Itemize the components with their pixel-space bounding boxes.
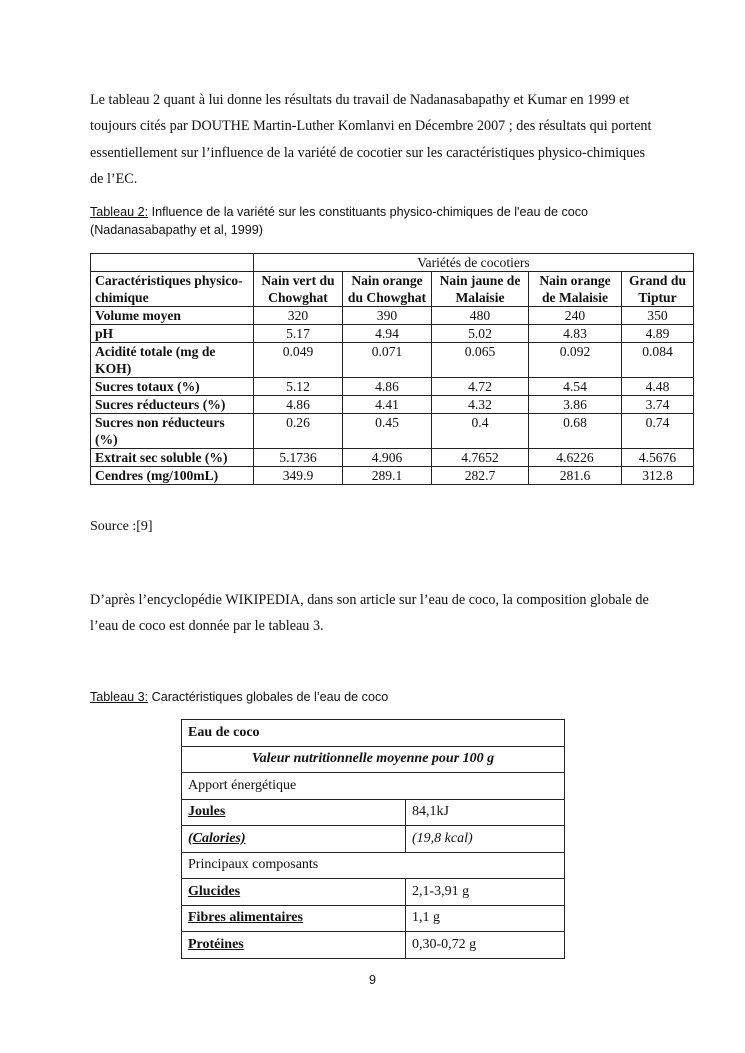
table3 (181, 719, 565, 959)
cell-value: 281.6 (529, 467, 622, 485)
table2-caption-text: Influence de la variété sur les constituants physico-chimiques de l'eau de coco (Nadanasabapathy et al, 1999) (90, 205, 589, 237)
cell-value: 390 (343, 307, 432, 325)
cell-value: 0.68 (529, 414, 622, 449)
component-label: Glucides (182, 879, 406, 906)
cell-value: 0.071 (343, 343, 432, 378)
cell-value: 4.94 (343, 325, 432, 343)
component-value: 0,30-0,72 g (406, 932, 565, 959)
table3-subtitle: Valeur nutritionnelle moyenne pour 100 g (182, 746, 565, 773)
cell-value: 4.83 (529, 325, 622, 343)
table2-empty-corner (91, 254, 254, 272)
table-row (91, 467, 694, 485)
table2-col-header: Grand du Tiptur (622, 272, 694, 307)
cell-value: 0.4 (432, 414, 529, 449)
cell-value: 3.86 (529, 396, 622, 414)
row-label: Sucres totaux (%) (91, 378, 254, 396)
table2-col-header: Nain orange de Malaisie (529, 272, 622, 307)
cell-value: 4.86 (254, 396, 343, 414)
table-row (182, 932, 565, 959)
cell-value: 0.084 (622, 343, 694, 378)
table3-caption-text: Caractéristiques globales de l’eau de coco (148, 690, 389, 704)
row-label: Sucres non réducteurs (%) (91, 414, 254, 449)
row-label: Cendres (mg/100mL) (91, 467, 254, 485)
table2-source: Source :[9] (90, 519, 153, 534)
table-row (91, 449, 694, 467)
table2 (90, 253, 694, 485)
cell-value: 312.8 (622, 467, 694, 485)
table-row (182, 852, 565, 879)
cell-value: 4.32 (432, 396, 529, 414)
table-row (182, 773, 565, 800)
table3-section-energy: Apport énergétique (182, 773, 565, 800)
table-row (182, 905, 565, 932)
row-label: Acidité totale (mg de KOH) (91, 343, 254, 378)
cell-value: 0.049 (254, 343, 343, 378)
cell-value: 350 (622, 307, 694, 325)
cell-value: 4.48 (622, 378, 694, 396)
component-label: Protéines (182, 932, 406, 959)
row-label: Extrait sec soluble (%) (91, 449, 254, 467)
cell-value: 0.065 (432, 343, 529, 378)
cell-value: 240 (529, 307, 622, 325)
table-row (91, 325, 694, 343)
table-row (182, 879, 565, 906)
table2-first-header: Caractéristiques physico-chimique (91, 272, 254, 307)
table3-caption (90, 688, 690, 706)
component-label: Fibres alimentaires (182, 905, 406, 932)
cell-value: 4.89 (622, 325, 694, 343)
cell-value: 4.41 (343, 396, 432, 414)
table-row (91, 414, 694, 449)
table2-col-header: Nain orange du Chowghat (343, 272, 432, 307)
table2-group-header: Variétés de cocotiers (254, 254, 694, 272)
cell-value: 289.1 (343, 467, 432, 485)
calories-label: (Calories) (182, 826, 406, 853)
calories-value: (19,8 kcal) (406, 826, 565, 853)
table-row (182, 720, 565, 747)
cell-value: 5.12 (254, 378, 343, 396)
table-row (182, 746, 565, 773)
cell-value: 0.45 (343, 414, 432, 449)
table-row (91, 378, 694, 396)
component-value: 2,1-3,91 g (406, 879, 565, 906)
cell-value: 4.86 (343, 378, 432, 396)
table-row (182, 799, 565, 826)
table2-header-row (91, 272, 694, 307)
table2-caption (90, 203, 690, 239)
component-value: 1,1 g (406, 905, 565, 932)
table-row (182, 826, 565, 853)
wiki-paragraph: D’après l’encyclopédie WIKIPEDIA, dans son article sur l’eau de coco, la composition globale de l’eau de coco est donnée par le tableau 3. (90, 592, 649, 635)
table-row (91, 396, 694, 414)
joules-value: 84,1kJ (406, 799, 565, 826)
table2-col-header: Nain vert du Chowghat (254, 272, 343, 307)
cell-value: 5.1736 (254, 449, 343, 467)
table2-caption-label: Tableau 2: (90, 205, 149, 219)
intro-paragraph: Le tableau 2 quant à lui donne les résultats du travail de Nadanasabapathy et Kumar en 1999 et toujours cités par DOUTHE Martin-Luther Komlanvi en Décembre 2007 ; des résultats qui portent essentiellement sur l’influence de la variété de cocotier sur les caractéristiques physico-chimiques de l’EC. (90, 92, 652, 187)
row-label: Volume moyen (91, 307, 254, 325)
table-row (91, 343, 694, 378)
cell-value: 0.092 (529, 343, 622, 378)
cell-value: 4.7652 (432, 449, 529, 467)
cell-value: 0.26 (254, 414, 343, 449)
table3-title: Eau de coco (182, 720, 565, 747)
table3-caption-label: Tableau 3: (90, 690, 149, 704)
cell-value: 0.74 (622, 414, 694, 449)
cell-value: 5.02 (432, 325, 529, 343)
cell-value: 5.17 (254, 325, 343, 343)
cell-value: 4.906 (343, 449, 432, 467)
cell-value: 4.72 (432, 378, 529, 396)
cell-value: 4.54 (529, 378, 622, 396)
row-label: pH (91, 325, 254, 343)
cell-value: 349.9 (254, 467, 343, 485)
cell-value: 320 (254, 307, 343, 325)
table3-section-components: Principaux composants (182, 852, 565, 879)
cell-value: 4.6226 (529, 449, 622, 467)
table2-group-row (91, 254, 694, 272)
table-row (91, 307, 694, 325)
row-label: Sucres réducteurs (%) (91, 396, 254, 414)
cell-value: 282.7 (432, 467, 529, 485)
cell-value: 3.74 (622, 396, 694, 414)
page-number: 9 (369, 973, 376, 987)
table2-col-header: Nain jaune de Malaisie (432, 272, 529, 307)
cell-value: 480 (432, 307, 529, 325)
joules-label: Joules (182, 799, 406, 826)
cell-value: 4.5676 (622, 449, 694, 467)
